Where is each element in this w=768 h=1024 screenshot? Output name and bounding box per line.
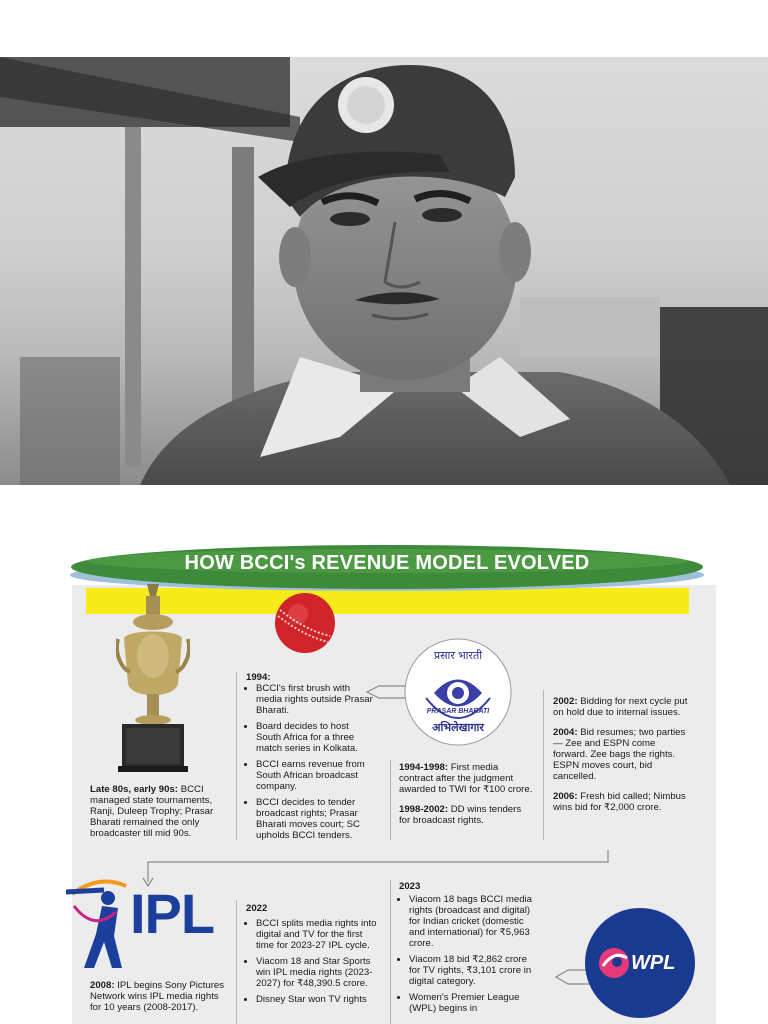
infographic-title: HOW BCCI's REVENUE MODEL EVOLVED bbox=[184, 552, 590, 574]
year-label: 1998-2002: bbox=[399, 804, 449, 815]
column-divider bbox=[236, 672, 237, 840]
year-label: 2022 bbox=[246, 903, 268, 914]
wpl-emblem-icon bbox=[597, 946, 631, 980]
bullet-item: • Women's Premier League (WPL) begins in bbox=[409, 992, 537, 1014]
timeline-entry bbox=[399, 762, 533, 795]
timeline-entry bbox=[399, 804, 533, 826]
ipl-logo bbox=[64, 872, 220, 972]
bullet-list bbox=[246, 918, 380, 1005]
timeline-1994-2002 bbox=[399, 762, 533, 835]
entry-text: DD wins tenders for broadcast rights. bbox=[399, 804, 522, 826]
era-label: Late 80s, early 90s: bbox=[90, 784, 179, 795]
bullet-item: • Disney Star won TV rights bbox=[256, 994, 380, 1005]
timeline-entry bbox=[553, 791, 691, 813]
column-divider bbox=[390, 760, 391, 840]
cricket-ball-icon bbox=[274, 592, 336, 654]
logo-ring-text: PRASAR BHARATI bbox=[426, 708, 490, 715]
year-label: 1994: bbox=[246, 672, 271, 683]
timeline-2008 bbox=[90, 980, 230, 1013]
cricketer-photo bbox=[0, 57, 768, 485]
bullet-list bbox=[246, 683, 376, 841]
bullet-item: • Viacom 18 and Star Sports win IPL media rights (2023-2027) for ₹48,390.5 crore. bbox=[256, 956, 380, 989]
bullet-item: • BCCI decides to tender broadcast rights; Prasar Bharati moves court; SC upholds BCCI tenders. bbox=[256, 797, 376, 841]
bullet-item: • BCCI splits media rights into digital and TV for the first time for 2023-27 IPL cycle. bbox=[256, 918, 380, 951]
entry-text: First media contract after the judgment awarded to TWI for ₹100 crore. bbox=[399, 762, 533, 795]
timeline-entry bbox=[553, 696, 691, 718]
timeline-2022 bbox=[246, 903, 380, 1010]
cricketer-portrait bbox=[0, 57, 768, 485]
entry-text: Bidding for next cycle put on hold due to internal issues. bbox=[553, 696, 688, 718]
wpl-logo bbox=[585, 908, 695, 1018]
column-divider bbox=[543, 690, 544, 840]
batsman-icon bbox=[64, 872, 134, 972]
column-divider bbox=[390, 880, 391, 1024]
column-divider bbox=[236, 900, 237, 1024]
bullet-item: • BCCI earns revenue from South African broadcast company. bbox=[256, 759, 376, 792]
wpl-wordmark: WPL bbox=[631, 952, 676, 974]
year-label: 2002: bbox=[553, 696, 578, 707]
timeline-1994 bbox=[246, 672, 376, 846]
year-label: 2004: bbox=[553, 727, 578, 738]
prasar-bharati-logo bbox=[404, 638, 512, 746]
bullet-item: • BCCI's first brush with media rights outside Prasar Bharati. bbox=[256, 683, 376, 716]
logo-hindi-bottom: अभिलेखागार bbox=[432, 722, 484, 734]
entry-text: IPL begins Sony Pictures Network wins IPL media rights for 10 years (2008-2017). bbox=[90, 980, 225, 1013]
timeline-2023 bbox=[399, 881, 537, 1019]
bullet-list bbox=[399, 894, 537, 1014]
bullet-item: • Viacom 18 bid ₹2,862 crore for TV rights, ₹3,101 crore in digital category. bbox=[409, 954, 537, 987]
era-text: BCCI managed state tournaments, Ranji, Duleep Trophy; Prasar Bharati remained the only broadcaster till mid 90s. bbox=[90, 784, 214, 839]
year-label: 2023 bbox=[399, 881, 421, 892]
year-label: 1994-1998: bbox=[399, 762, 449, 773]
logo-hindi-top: प्रसार भारती bbox=[433, 650, 483, 662]
ipl-wordmark: IPL bbox=[130, 882, 215, 945]
year-label: 2006: bbox=[553, 791, 578, 802]
entry-text: Fresh bid called; Nimbus wins bid for ₹2,000 crore. bbox=[553, 791, 686, 813]
timeline-late-80s bbox=[90, 784, 230, 839]
trophy-icon bbox=[116, 584, 190, 774]
year-label: 2008: bbox=[90, 980, 115, 991]
timeline-2002-2006 bbox=[553, 696, 691, 822]
bullet-item: • Board decides to host South Africa for a three match series in Kolkata. bbox=[256, 721, 376, 754]
timeline-entry bbox=[553, 727, 691, 782]
entry-text: Bid resumes; two parties — Zee and ESPN come forward. Zee bags the rights. ESPN moves court, bid cancelled. bbox=[553, 727, 686, 782]
bullet-item: • Viacom 18 bags BCCI media rights (broadcast and digital) for Indian cricket (domestic and international) for ₹5,963 crore. bbox=[409, 894, 537, 949]
